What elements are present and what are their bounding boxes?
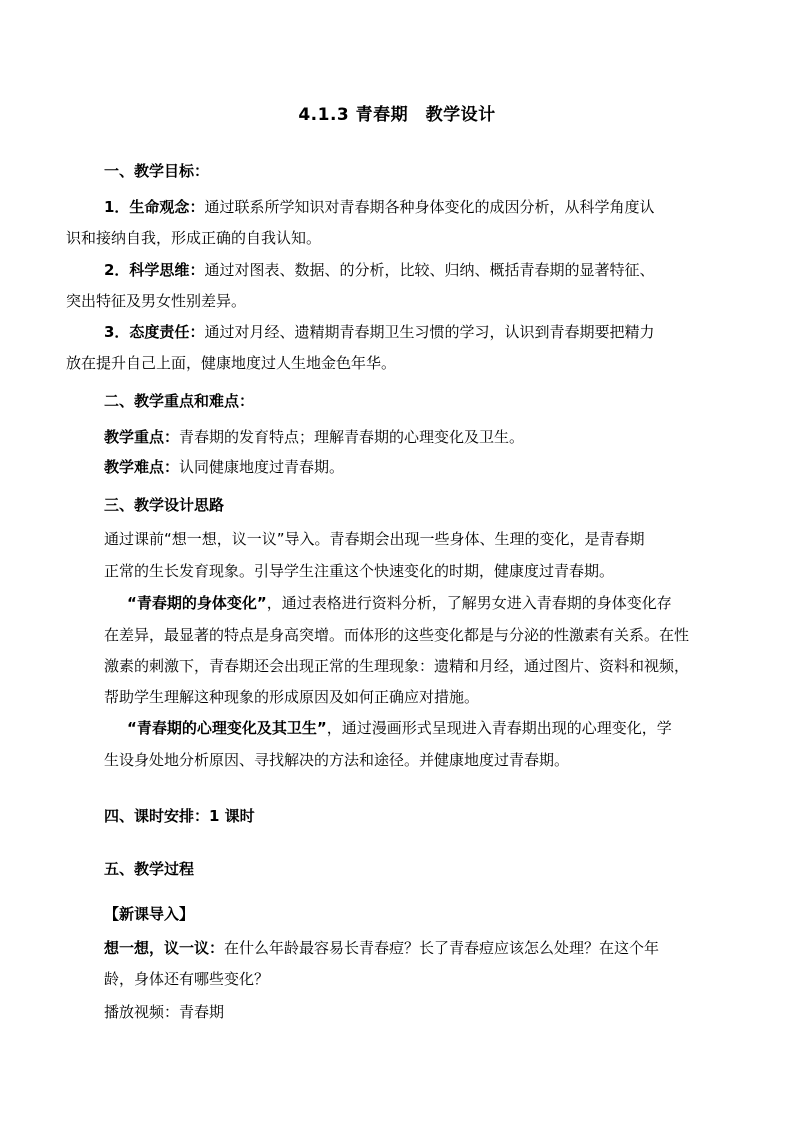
process-think-label: 想一想，议一议：	[104, 939, 225, 957]
keypoint-difficulty	[104, 456, 344, 478]
design-paragraph-2-line-d: 帮助学生理解这种现象的形成原因及如何正确应对措施。	[104, 688, 480, 706]
design-p2-text-a: ，通过表格进行资料分析，了解男女进入青春期的身体变化存	[266, 594, 672, 612]
objective-2-text-a: 通过对图表、数据、的分析，比较、归纳、概括青春期的显著特征、	[204, 261, 655, 279]
design-paragraph-3-line-a	[127, 717, 672, 739]
section-heading-process: 五、教学过程	[104, 860, 195, 878]
section-heading-design: 三、教学设计思路	[104, 496, 225, 514]
section-heading-keypoints: 二、教学重点和难点：	[104, 392, 255, 410]
keypoint-difficulty-text: 认同健康地度过青春期。	[179, 458, 345, 476]
objective-1-label: 1．生命观念：	[104, 198, 205, 216]
document-title: 4.1.3 青春期 教学设计	[298, 105, 496, 125]
design-paragraph-1-line-b: 正常的生长发育现象。引导学生注重这个快速变化的时期，健康度过青春期。	[104, 562, 615, 580]
design-p3-label: “青春期的心理变化及其卫生”	[127, 719, 327, 737]
design-paragraph-3-line-b: 生设身处地分析原因、寻找解决的方法和途径。并健康地度过青春期。	[104, 751, 570, 769]
design-p3-text-a: ，通过漫画形式呈现进入青春期出现的心理变化，学	[326, 719, 672, 737]
objective-2-text-b: 突出特征及男女性别差异。	[66, 292, 247, 310]
process-video-line: 播放视频：青春期	[104, 1003, 225, 1021]
objective-item-3	[104, 321, 654, 343]
design-p2-label: “青春期的身体变化”	[127, 594, 267, 612]
objective-3-text-a: 通过对月经、遗精期青春期卫生习惯的学习，认识到青春期要把精力	[204, 323, 655, 341]
design-paragraph-2-line-c: 激素的刺激下，青春期还会出现正常的生理现象：遗精和月经，通过图片、资料和视频，	[104, 657, 690, 675]
keypoint-focus	[104, 426, 524, 448]
objective-2-label: 2．科学思维：	[104, 261, 205, 279]
process-intro-label: 【新课导入】	[104, 905, 195, 923]
process-think-line-a	[104, 937, 659, 959]
process-think-line-b: 龄，身体还有哪些变化？	[104, 970, 270, 988]
design-paragraph-1-line-a: 通过课前“想一想，议一议”导入。青春期会出现一些身体、生理的变化，是青春期	[104, 530, 645, 548]
keypoint-focus-label: 教学重点：	[104, 428, 180, 446]
objective-3-label: 3．态度责任：	[104, 323, 205, 341]
objective-1-text-a: 通过联系所学知识对青春期各种身体变化的成因分析，从科学角度认	[204, 198, 655, 216]
objective-item-1	[104, 196, 654, 218]
process-think-text-a: 在什么年龄最容易长青春痘？长了青春痘应该怎么处理？在这个年	[224, 939, 660, 957]
keypoint-focus-text: 青春期的发育特点；理解青春期的心理变化及卫生。	[179, 428, 525, 446]
objective-item-2	[104, 259, 654, 281]
objective-3-text-b: 放在提升自己上面，健康地度过人生地金色年华。	[66, 354, 397, 372]
section-heading-schedule: 四、课时安排：1 课时	[104, 807, 255, 825]
keypoint-difficulty-label: 教学难点：	[104, 458, 180, 476]
design-paragraph-2-line-a	[127, 592, 672, 614]
design-paragraph-2-line-b: 在差异，最显著的特点是身高突增。而体形的这些变化都是与分泌的性激素有关系。在性	[104, 626, 690, 644]
objective-1-text-b: 识和接纳自我，形成正确的自我认知。	[66, 229, 322, 247]
section-heading-objectives: 一、教学目标：	[104, 162, 210, 180]
